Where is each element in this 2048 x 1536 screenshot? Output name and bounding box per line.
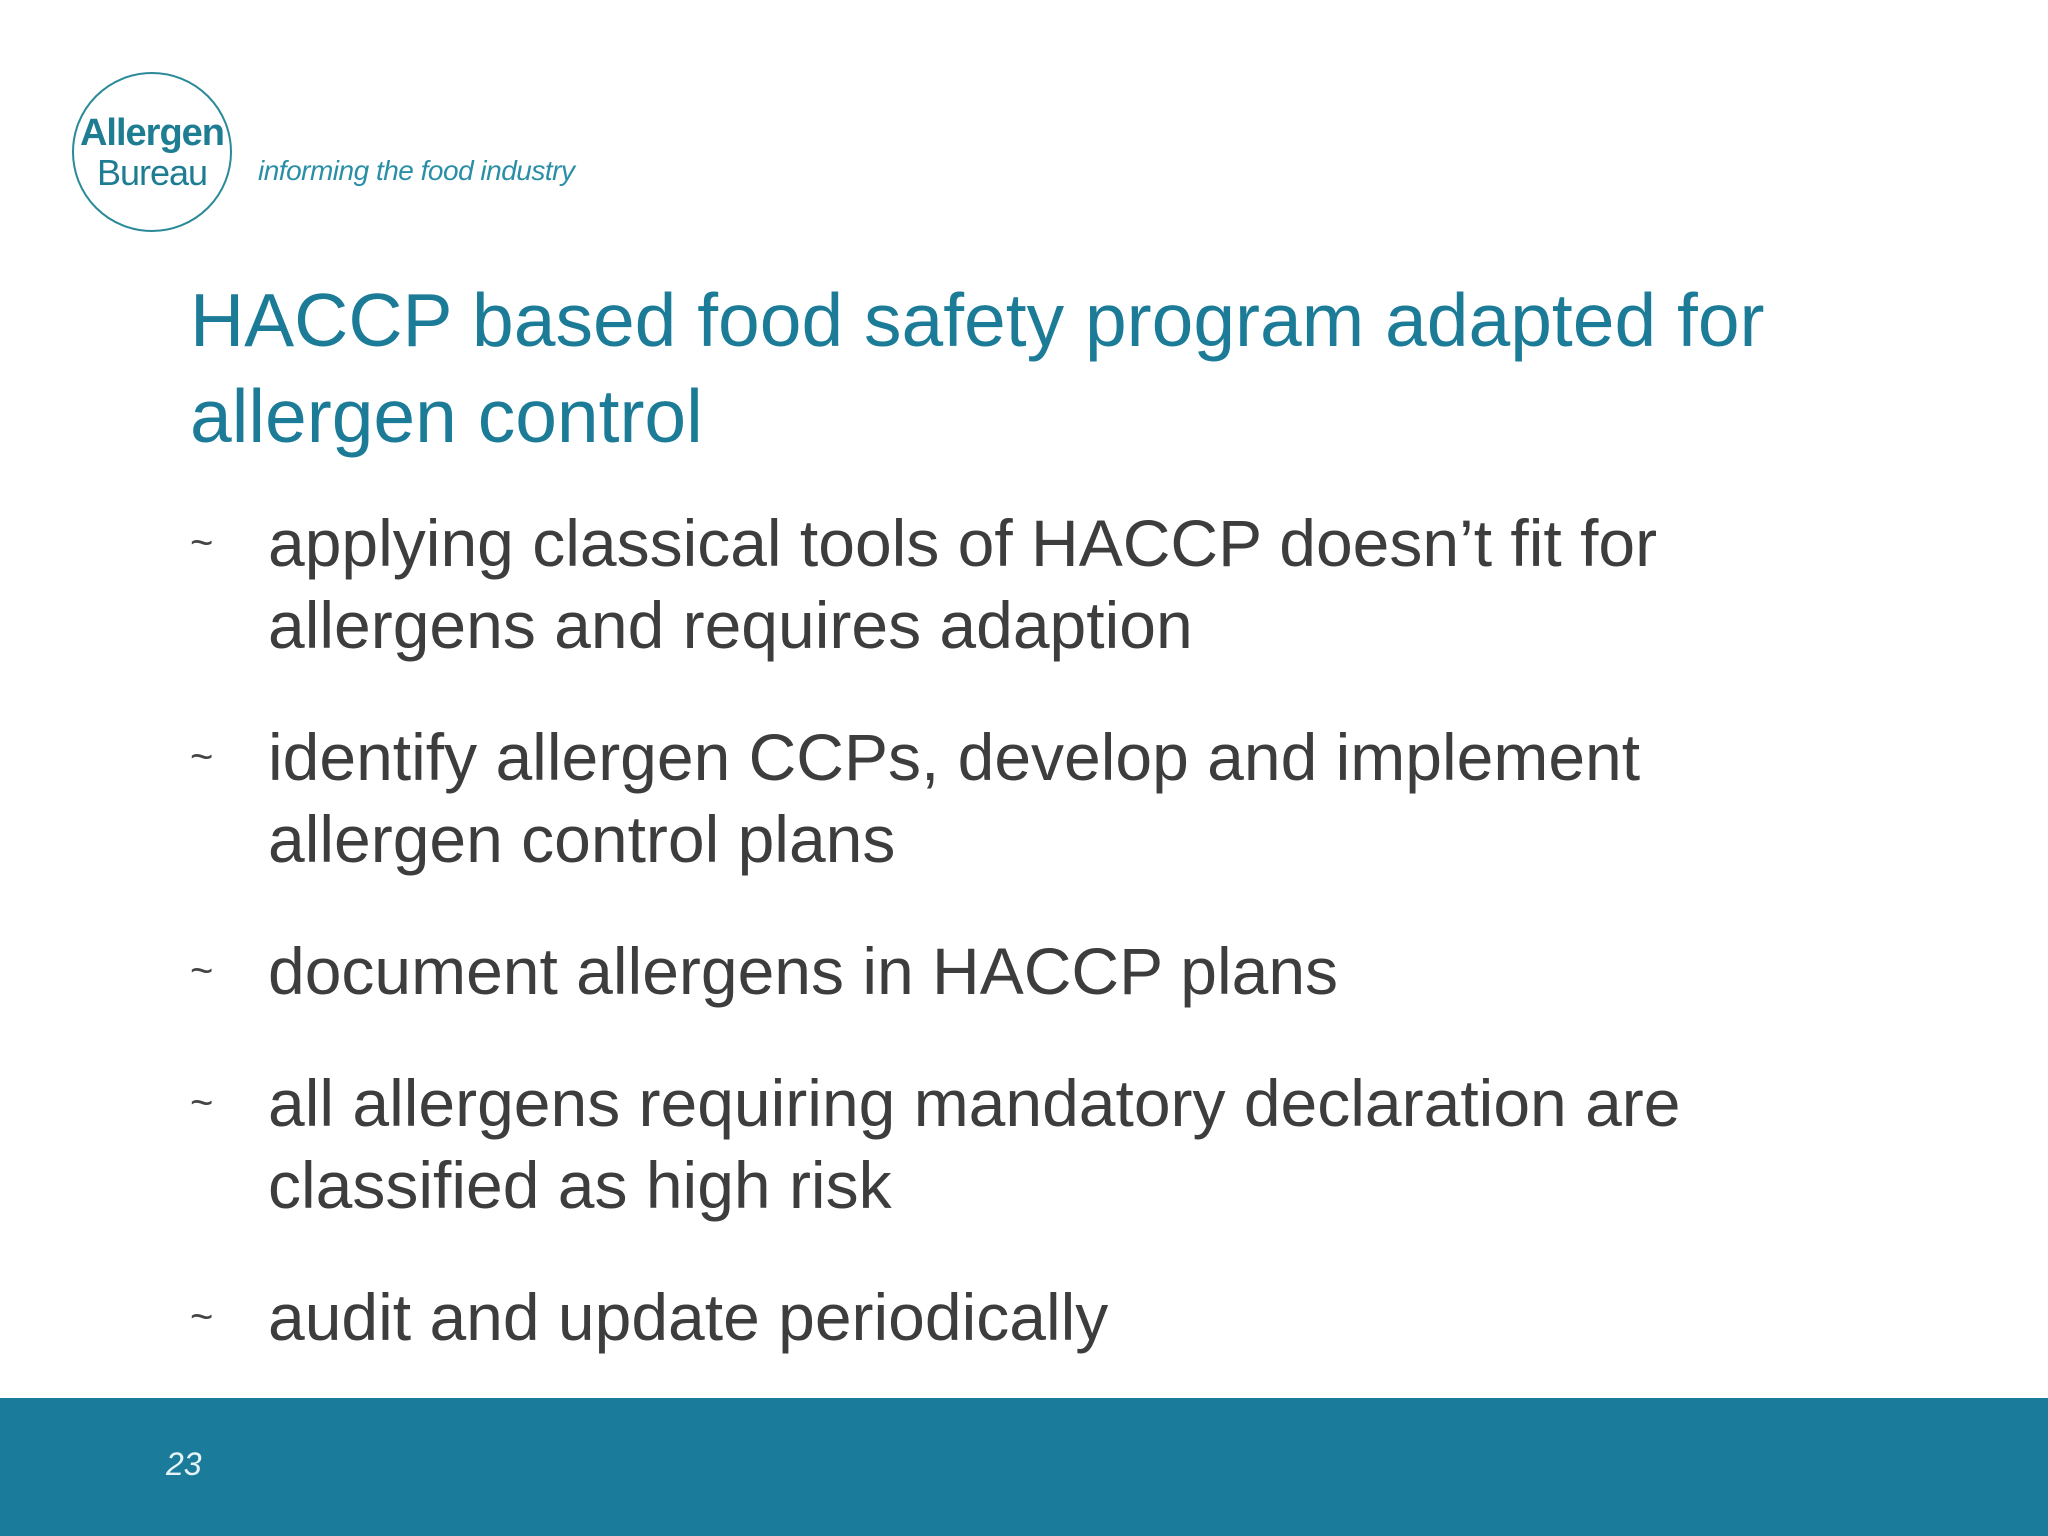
bullet-text: applying classical tools of HACCP doesn’t fit for allergens and requires adaption — [268, 506, 1658, 662]
slide-title: HACCP based food safety program adapted for allergen control — [190, 278, 1765, 458]
bullet-item — [190, 1062, 1790, 1226]
bullet-item — [190, 1276, 1790, 1358]
tilde-bullet-icon: ~ — [190, 1081, 214, 1125]
bullet-text: document allergens in HACCP plans — [268, 934, 1339, 1008]
tilde-bullet-icon: ~ — [190, 1295, 214, 1339]
logo-word-bureau: Bureau — [96, 152, 208, 193]
bullet-item — [190, 930, 1790, 1012]
bullet-item — [190, 502, 1790, 666]
page-number: 23 — [166, 1446, 202, 1482]
bullet-text: all allergens requiring mandatory declaration are classified as high risk — [268, 1066, 1681, 1222]
bullet-list — [190, 502, 1790, 1408]
tilde-bullet-icon: ~ — [190, 949, 214, 993]
footer-bar — [0, 1398, 2048, 1536]
tilde-bullet-icon: ~ — [190, 735, 214, 779]
bullet-text: identify allergen CCPs, develop and implement allergen control plans — [268, 720, 1641, 876]
logo-word-allergen: Allergen — [79, 112, 225, 154]
bullet-item — [190, 716, 1790, 880]
logo-tagline: informing the food industry — [258, 155, 575, 186]
bullet-text: audit and update periodically — [268, 1280, 1109, 1354]
tilde-bullet-icon: ~ — [190, 521, 214, 565]
allergen-bureau-logo — [72, 72, 232, 232]
